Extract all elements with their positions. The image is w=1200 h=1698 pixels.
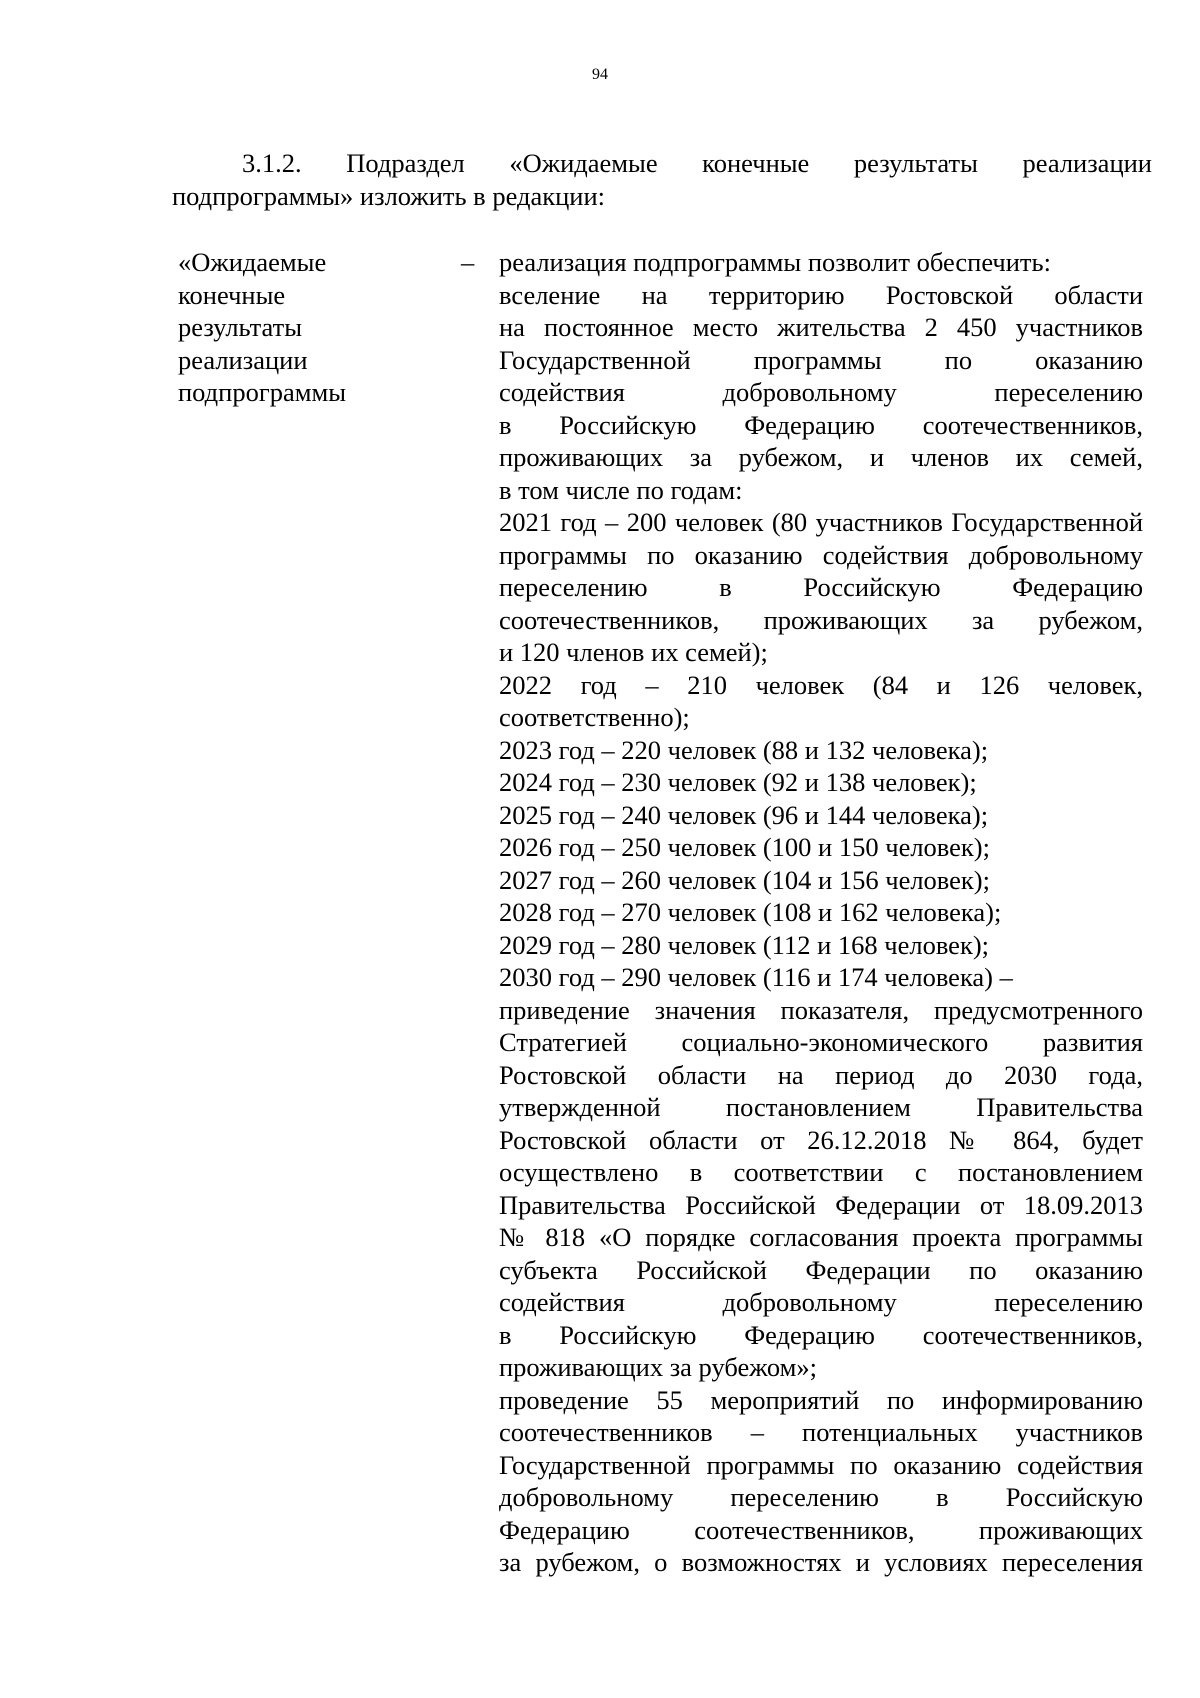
content-line: 2027 год – 260 человек (104 и 156 человек);: [499, 864, 990, 895]
page-number: 94: [592, 66, 608, 83]
content-line: Федерацию соотечественников, проживающих: [499, 1514, 1143, 1545]
intro-paragraph: [172, 147, 1152, 212]
content-line: соотечественников – потенциальных участников: [499, 1417, 1143, 1447]
content-line: 2030 год – 290 человек (116 и 174 человека) –: [499, 962, 1013, 992]
content-line: 2021 год – 200 человек (80 участников Государственной: [499, 507, 1143, 537]
content-line: содействия добровольному переселению: [499, 1287, 1143, 1317]
content-line: на постоянное место жительства 2 450 участников: [499, 312, 1143, 342]
content-line: соотечественников, проживающих за рубежом,: [499, 604, 1143, 635]
content-line: осуществлено в соответствии с постановлением: [499, 1157, 1143, 1187]
content-line: за рубежом, о возможностях и условиях переселения: [499, 1547, 1143, 1577]
content-line: в Российскую Федерацию соотечественников,: [499, 409, 1143, 440]
section-label-line: результаты: [178, 312, 302, 342]
content-line: проживающих за рубежом»;: [499, 1352, 818, 1382]
content-line: в том числе по годам:: [499, 474, 743, 505]
section-label-line: конечные: [178, 279, 286, 310]
content-line: соответственно);: [499, 702, 690, 732]
content-line: вселение на территорию Ростовской области: [499, 279, 1143, 310]
intro-line: 3.1.2. Подраздел «Ожидаемые конечные результаты реализации: [242, 148, 1152, 178]
content-line: 2026 год – 250 человек (100 и 150 человек);: [499, 832, 990, 862]
content-line: в Российскую Федерацию соотечественников,: [499, 1319, 1143, 1350]
content-line: и 120 членов их семей);: [499, 637, 768, 667]
content-line: переселению в Российскую Федерацию: [499, 572, 1143, 602]
content-line: Ростовской области от 26.12.2018 № 864, будет: [499, 1124, 1143, 1155]
section-label-line: реализации: [178, 344, 308, 375]
content-line: Стратегией социально-экономического развития: [499, 1027, 1143, 1057]
content-line: утвержденной постановлением Правительства: [499, 1092, 1143, 1122]
content-line: 2024 год – 230 человек (92 и 138 человек);: [499, 767, 977, 797]
content-line: 2025 год – 240 человек (96 и 144 человека);: [499, 799, 989, 830]
content-line: проживающих за рубежом, и членов их семей,: [499, 442, 1143, 472]
section-content: [499, 246, 1143, 1579]
intro-line: подпрограммы» изложить в редакции:: [172, 180, 606, 211]
section-label-line: подпрограммы: [178, 377, 347, 407]
content-line: 2023 год – 220 человек (88 и 132 человека);: [499, 734, 989, 765]
content-line: Правительства Российской Федерации от 18.09.2013: [499, 1189, 1143, 1220]
content-line: субъекта Российской Федерации по оказанию: [499, 1254, 1143, 1285]
content-line: добровольному переселению в Российскую: [499, 1482, 1143, 1512]
content-line: Ростовской области на период до 2030 года,: [499, 1059, 1143, 1090]
content-line: содействия добровольному переселению: [499, 377, 1143, 407]
content-line: № 818 «О порядке согласования проекта программы: [499, 1222, 1143, 1252]
content-line: 2028 год – 270 человек (108 и 162 человека);: [499, 897, 1002, 927]
section-label: [178, 246, 438, 409]
separator-dash: –: [461, 247, 475, 277]
content-line: реализация подпрограммы позволит обеспечить:: [499, 247, 1051, 277]
content-line: Государственной программы по оказанию: [499, 344, 1143, 375]
content-line: проведение 55 мероприятий по информированию: [499, 1384, 1143, 1415]
content-line: Государственной программы по оказанию содействия: [499, 1449, 1143, 1480]
content-line: программы по оказанию содействия добровольному: [499, 539, 1143, 570]
section-label-line: «Ожидаемые: [178, 247, 327, 277]
content-line: 2022 год – 210 человек (84 и 126 человек,: [499, 669, 1143, 700]
content-line: приведение значения показателя, предусмотренного: [499, 994, 1143, 1025]
content-line: 2029 год – 280 человек (112 и 168 человек);: [499, 929, 990, 960]
